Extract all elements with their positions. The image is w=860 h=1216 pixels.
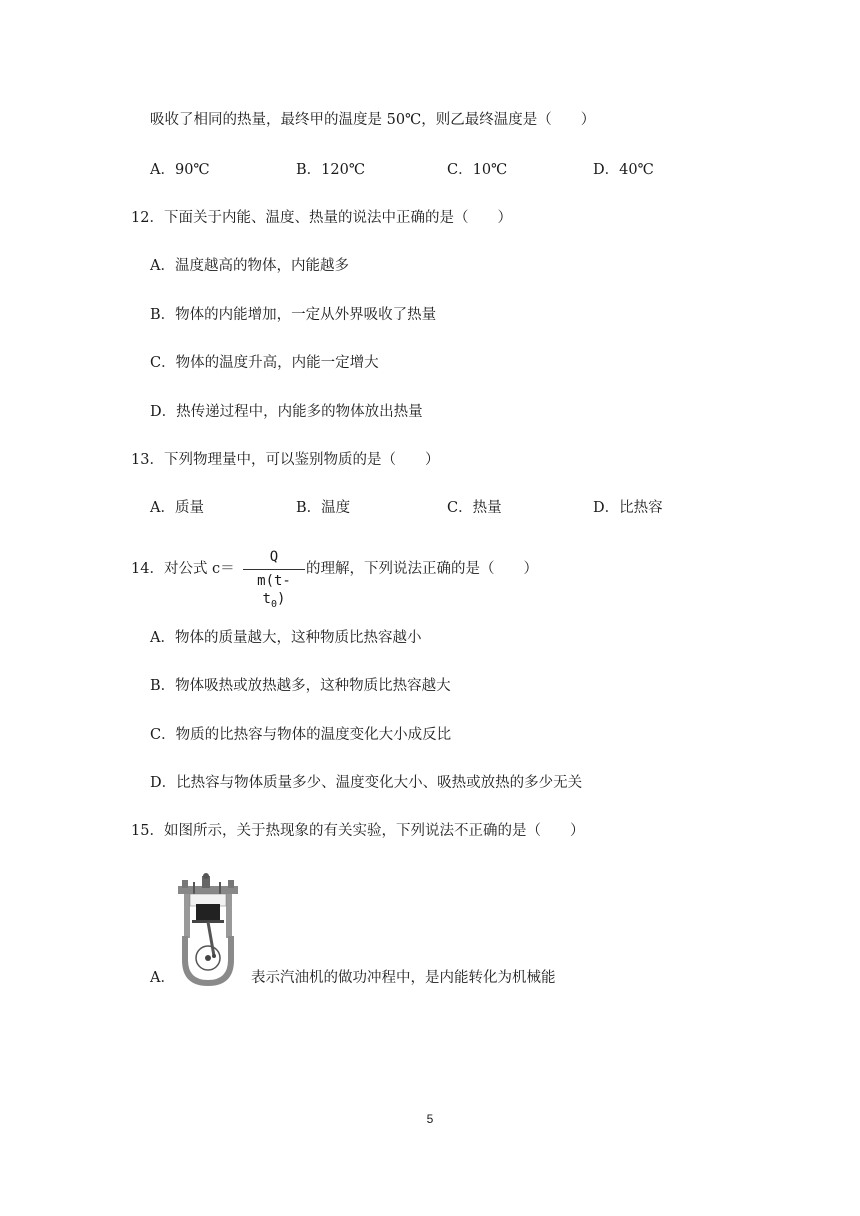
- page-number: 5: [426, 1112, 434, 1126]
- q14-option-c: C．物质的比热容与物体的温度变化大小成反比: [150, 727, 452, 743]
- q13-stem: 13．下列物理量中，可以鉴别物质的是（ ）: [131, 452, 440, 468]
- q12-stem: 12．下面关于内能、温度、热量的说法中正确的是（ ）: [131, 210, 512, 226]
- q13-option-c: C．热量: [447, 500, 502, 516]
- q14-option-d: D．比热容与物体质量多少、温度变化大小、吸热或放热的多少无关: [150, 775, 583, 791]
- engine-diagram-icon: [176, 872, 240, 988]
- fraction-bar: [243, 569, 305, 570]
- q15-option-a-label: A．: [150, 970, 175, 986]
- formula-denominator: m(t- $t_0$): [257, 573, 291, 610]
- q11-option-b: B．120℃: [296, 162, 366, 178]
- q12-option-b: B．物体的内能增加，一定从外界吸收了热量: [150, 307, 437, 323]
- q12-option-d: D．热传递过程中，内能多的物体放出热量: [150, 404, 423, 420]
- specific-heat-formula: [243, 548, 305, 610]
- q14-stem-suffix: 的理解，下列说法正确的是（ ）: [306, 561, 538, 577]
- q11-option-a: A．90℃: [150, 162, 210, 178]
- q15-option-a-text: 表示汽油机的做功冲程中，是内能转化为机械能: [251, 970, 556, 986]
- q12-option-a: A．温度越高的物体，内能越多: [150, 258, 349, 274]
- q13-option-d: D．比热容: [593, 500, 663, 516]
- formula-numerator: Q: [269, 549, 279, 565]
- q15-stem: 15．如图所示，关于热现象的有关实验，下列说法不正确的是（ ）: [131, 823, 585, 839]
- q14-stem-prefix: 14．对公式 c＝: [131, 561, 235, 577]
- q13-option-a: A．质量: [150, 500, 204, 516]
- q11-stem-continuation: 吸收了相同的热量，最终甲的温度是 50℃，则乙最终温度是（ ）: [150, 112, 596, 128]
- q11-option-d: D．40℃: [593, 162, 654, 178]
- q14-option-a: A．物体的质量越大，这种物质比热容越小: [150, 630, 422, 646]
- q14-option-b: B．物体吸热或放热越多，这种物质比热容越大: [150, 678, 451, 694]
- q12-option-c: C．物体的温度升高，内能一定增大: [150, 355, 379, 371]
- q11-option-c: C．10℃: [447, 162, 508, 178]
- q13-option-b: B．温度: [296, 500, 351, 516]
